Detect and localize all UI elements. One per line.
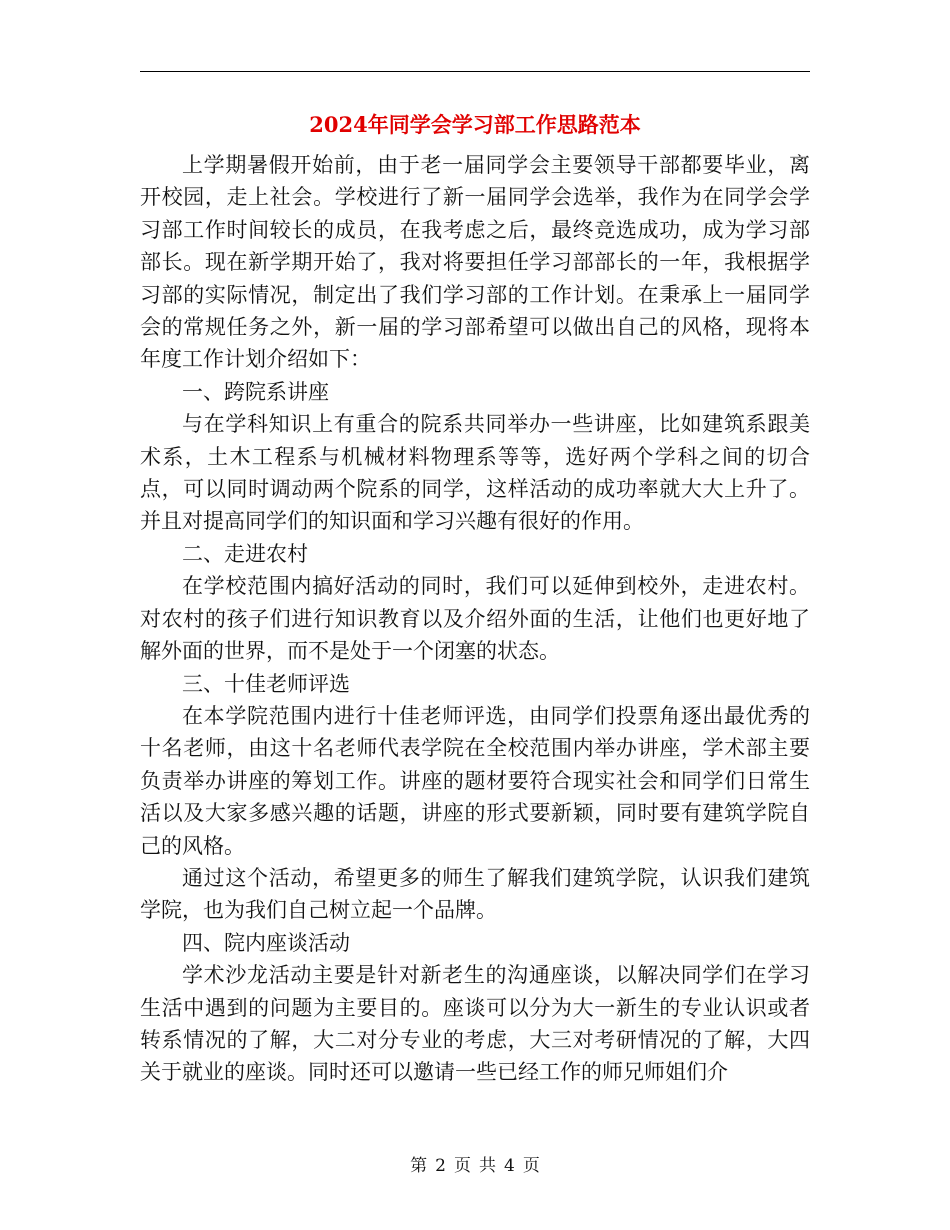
paragraph-section-1: 与在学科知识上有重合的院系共同举办一些讲座，比如建筑系跟美术系，土木工程系与机械材料物理系等等，选好两个学科之间的切合点，可以同时调动两个院系的同学，这样活动的成功率就大大上升了。并且对提高同学们的知识面和学习兴趣有很好的作用。 <box>140 412 810 534</box>
paragraph-intro: 上学期暑假开始前，由于老一届同学会主要领导干部都要毕业，离开校园，走上社会。学校进行了新一届同学会选举，我作为在同学会学习部工作时间较长的成员，在我考虑之后，最终竞选成功，成为学习部部长。现在新学期开始了，我对将要担任学习部部长的一年，我根据学习部的实际情况，制定出了我们学习部的工作计划。在秉承上一届同学会的常规任务之外，新一届的学习部希望可以做出自己的风格，现将本年度工作计划介绍如下： <box>140 153 810 372</box>
paragraph-section-3: 在本学院范围内进行十佳老师评选，由同学们投票角逐出最优秀的十名老师，由这十名老师代表学院在全校范围内举办讲座，学术部主要负责举办讲座的筹划工作。讲座的题材要符合现实社会和同学们日常生活以及大家多感兴趣的话题，讲座的形式要新颖，同时要有建筑学院自己的风格。 <box>140 703 810 858</box>
footer-total-pages: 4 <box>504 1156 515 1176</box>
header-rule <box>140 71 810 72</box>
footer-label-page: 第 <box>410 1156 428 1176</box>
section-heading-4: 四、院内座谈活动 <box>182 930 350 955</box>
section-heading-2: 二、走进农村 <box>182 541 308 566</box>
section-heading-3: 三、十佳老师评选 <box>182 671 350 696</box>
document-title: 2024年同学会学习部工作思路范本 <box>309 112 641 137</box>
footer-label-unit: 页 <box>454 1156 471 1176</box>
paragraph-section-3b: 通过这个活动，希望更多的师生了解我们建筑学院，认识我们建筑学院，也为我们自己树立起一个品牌。 <box>140 865 810 923</box>
page-footer <box>0 1154 950 1178</box>
document-body <box>140 149 810 1089</box>
paragraph-section-2: 在学校范围内搞好活动的同时，我们可以延伸到校外，走进农村。对农村的孩子们进行知识教育以及介绍外面的生活，让他们也更好地了解外面的世界，而不是处于一个闭塞的状态。 <box>140 574 810 664</box>
section-heading-1: 一、跨院系讲座 <box>182 379 329 404</box>
footer-label-unit2: 页 <box>522 1156 540 1176</box>
footer-current-page: 2 <box>435 1156 446 1176</box>
paragraph-section-4: 学术沙龙活动主要是针对新老生的沟通座谈，以解决同学们在学习生活中遇到的问题为主要目的。座谈可以分为大一新生的专业认识或者转系情况的了解，大二对分专业的考虑，大三对考研情况的了解，大四关于就业的座谈。同时还可以邀请一些已经工作的师兄师姐们介 <box>140 963 810 1085</box>
footer-label-total: 共 <box>479 1156 496 1176</box>
